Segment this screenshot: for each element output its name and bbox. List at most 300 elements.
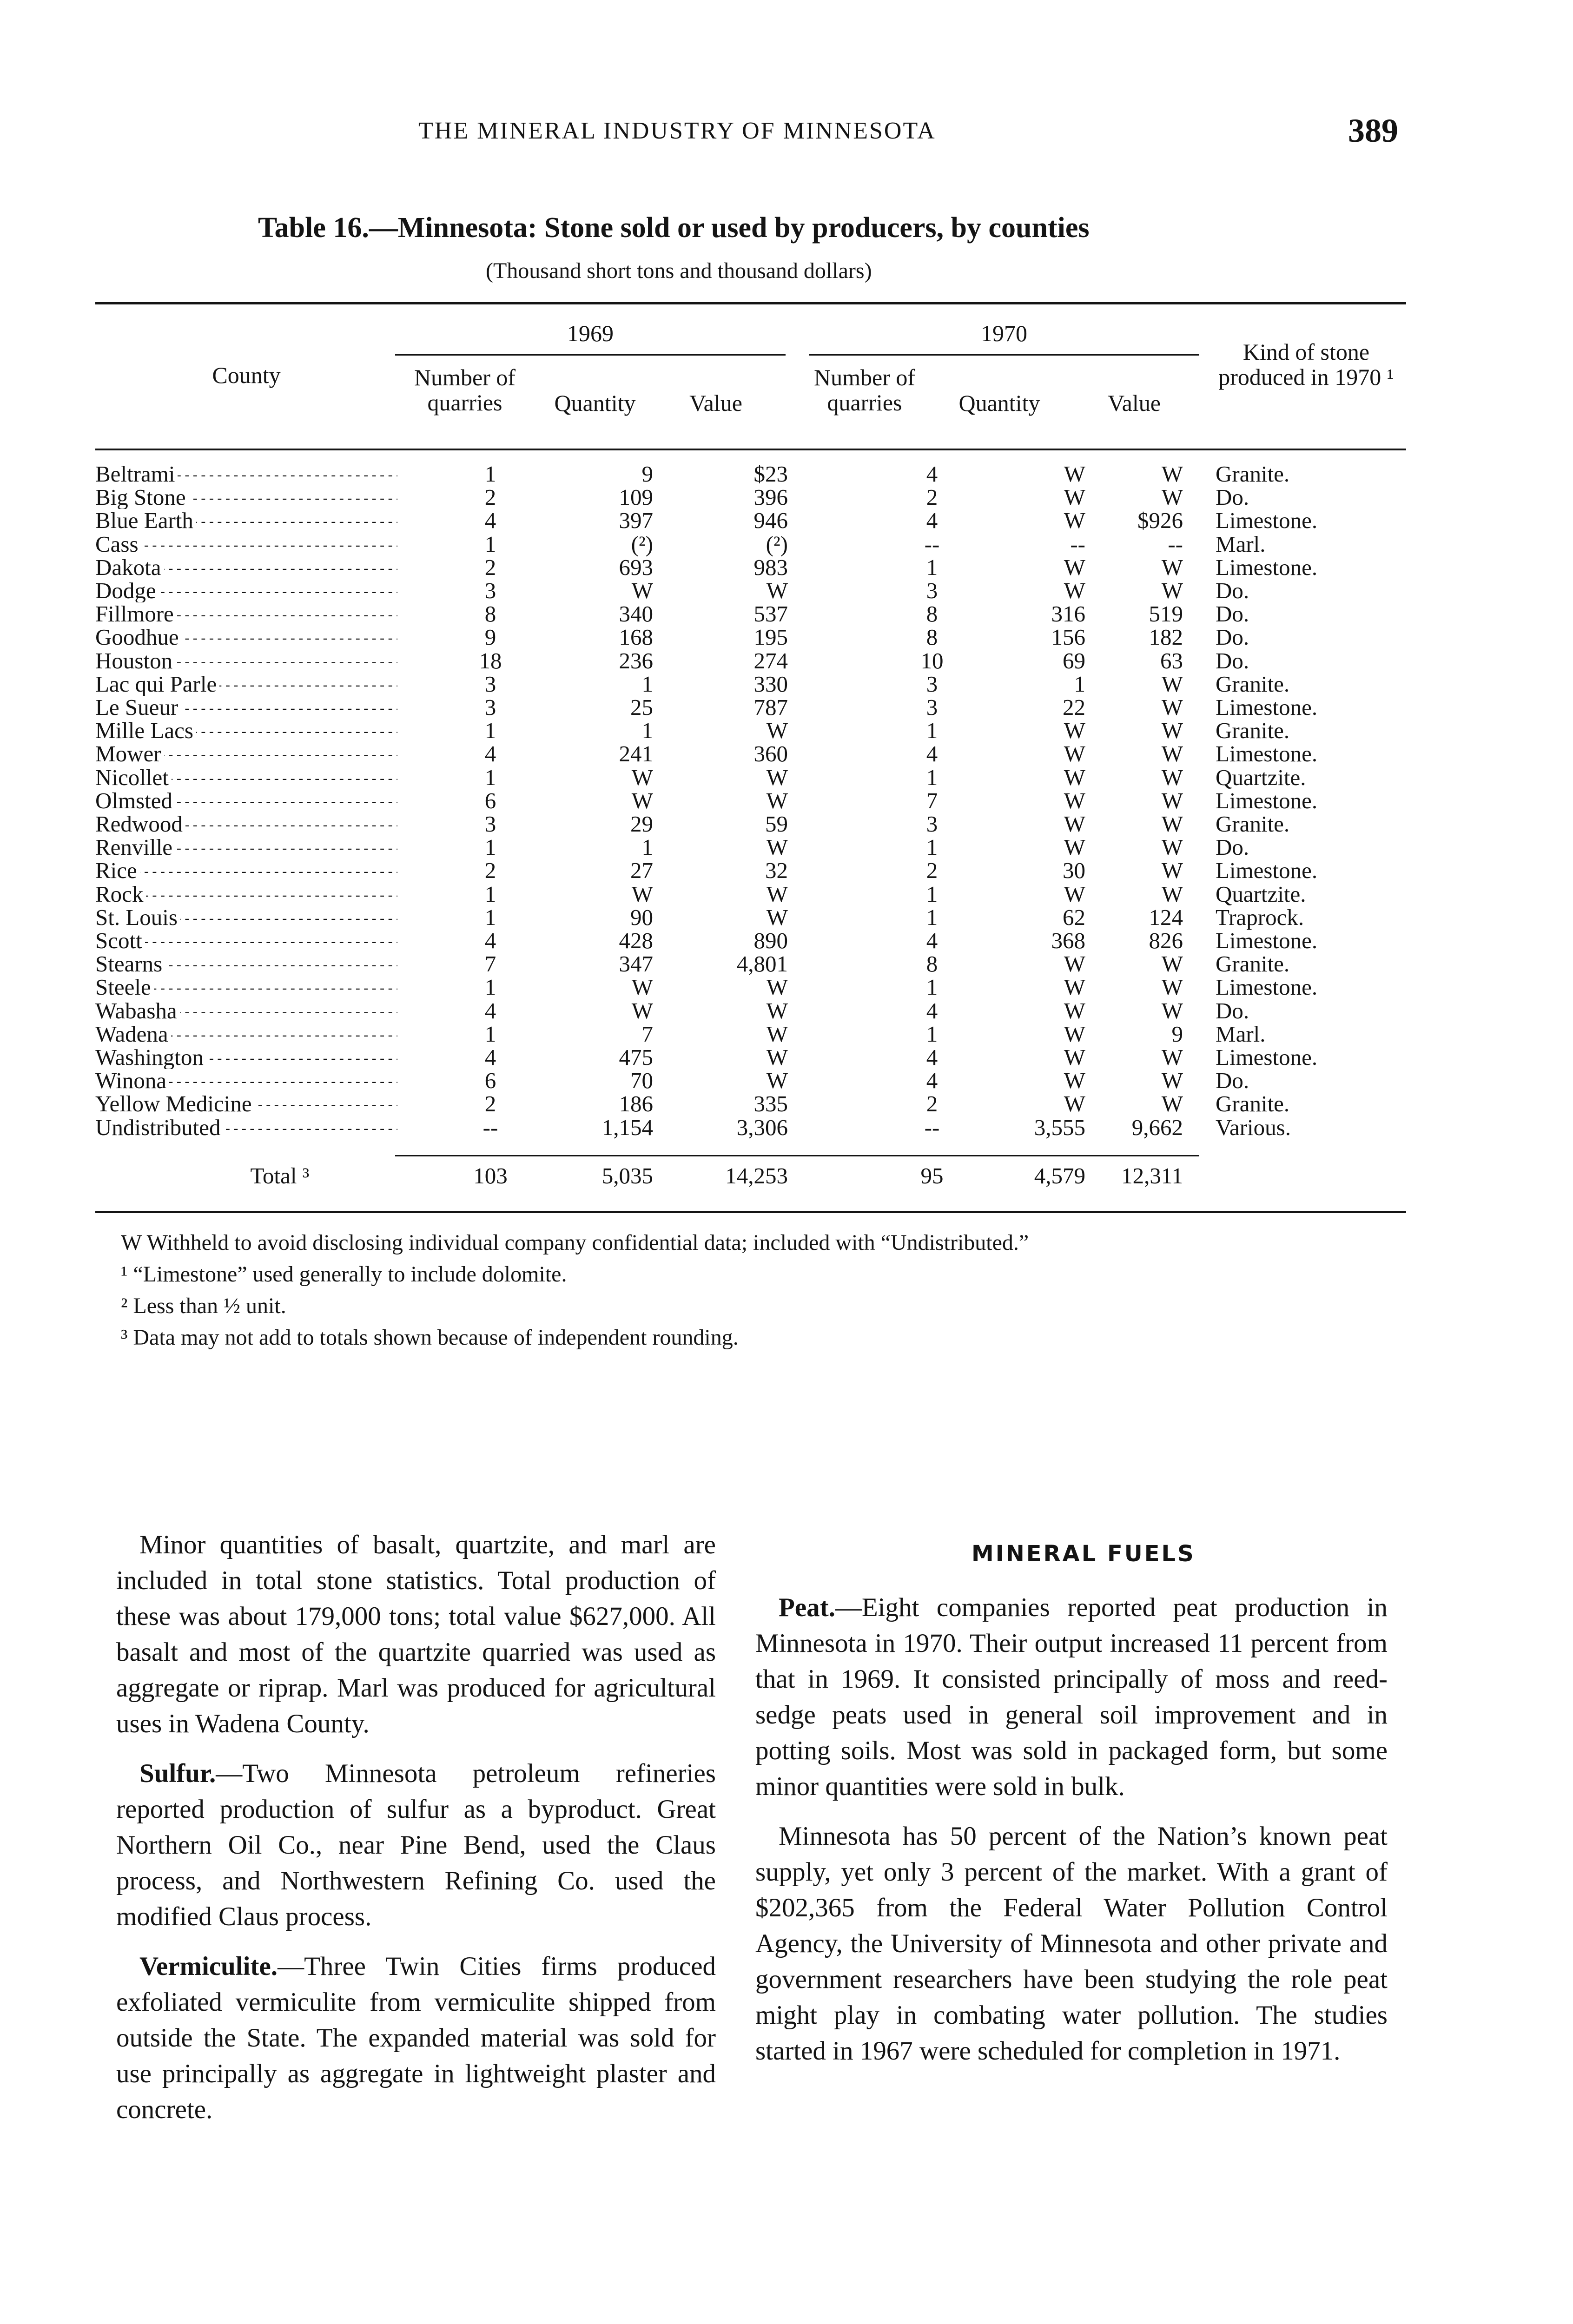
value-1970-cell: $926 [1137,508,1183,533]
table-row [95,649,1406,673]
kind-cell: Limestone. [1216,694,1318,720]
quarries-1969-cell: 6 [484,1068,496,1093]
kind-cell: Granite. [1216,461,1290,487]
kind-cell: Various. [1216,1115,1291,1140]
value-1970-cell: 63 [1160,648,1183,673]
quantity-1969-cell: W [631,998,653,1023]
value-1969-cell: 330 [753,671,788,697]
quarries-1969-cell: 4 [484,1044,496,1070]
value-1969-cell: W [766,718,788,743]
quarries-1970-cell: 1 [926,1021,938,1047]
quantity-1969-cell: W [631,765,653,790]
quantity-1970-cell: W [1064,765,1085,790]
county-cell [95,1092,397,1116]
header-kind-of-stone: Kind of stone produced in 1970 ¹ [1218,339,1394,390]
quarries-1969-cell: 1 [484,1021,496,1047]
county-label: Steele [95,976,154,999]
county-label: Yellow Medicine [95,1092,255,1116]
county-label: Total ³ [251,1164,312,1188]
value-1970-cell: W [1161,881,1183,907]
county-cell [95,859,397,882]
value-1969-cell: W [766,1068,788,1093]
value-1969-cell: 14,253 [725,1163,788,1188]
county-label: Stearns [95,952,165,976]
quantity-1969-cell: 340 [619,601,653,627]
table-row [95,486,1406,509]
kind-cell: Granite. [1216,951,1290,977]
county-cell [95,673,397,696]
kind-cell: Do. [1216,834,1249,860]
quarries-1969-cell: 3 [484,671,496,697]
kind-cell: Limestone. [1216,1044,1318,1070]
quarries-1970-cell: 10 [920,648,944,673]
header-1969: 1969 [567,320,614,346]
value-1969-cell: 946 [753,508,788,533]
quarries-1970-cell: 3 [926,811,938,837]
value-1970-cell: W [1161,1044,1183,1070]
value-1969-cell: 360 [753,741,788,766]
county-label: Winona [95,1069,169,1092]
quarries-1970-cell: 4 [926,1068,938,1093]
quarries-1970-cell: 4 [926,461,938,487]
county-cell [95,719,397,742]
value-1969-cell: 32 [765,858,788,883]
quarries-1970-cell: 1 [926,555,938,580]
kind-cell: Limestone. [1216,974,1318,1000]
quarries-1969-cell: 7 [484,951,496,977]
value-1970-cell: W [1161,811,1183,837]
value-1969-cell: 59 [765,811,788,837]
county-cell [95,462,397,486]
county-cell [95,766,397,789]
county-cell [95,999,397,1023]
county-label: Houston [95,649,175,673]
quarries-1969-cell: 103 [473,1163,508,1188]
county-label: Blue Earth [95,509,196,532]
quarries-1970-cell: 8 [926,951,938,977]
table-row [95,952,1406,976]
quantity-1969-cell: 241 [619,741,653,766]
quantity-1969-cell: 70 [630,1068,653,1093]
value-1970-cell: W [1161,951,1183,977]
quarries-1969-cell: 4 [484,998,496,1023]
table-row [95,766,1406,789]
footnote-2: ² Less than ½ unit. [121,1294,286,1318]
value-1969-cell: 890 [753,928,788,953]
table-subtitle: (Thousand short tons and thousand dollars) [486,258,872,283]
table-row [95,533,1406,556]
quantity-1969-cell: 1 [641,834,653,860]
table-top-rule [95,302,1406,304]
quantity-1969-cell: 1,154 [601,1115,653,1140]
county-label: Big Stone [95,486,189,509]
quarries-1969-cell: 2 [484,858,496,883]
table-row [95,859,1406,882]
quarries-1969-cell: 1 [484,461,496,487]
quarries-1970-cell: 3 [926,578,938,603]
quantity-1970-cell: W [1064,1068,1085,1093]
quantity-1969-cell: 5,035 [601,1163,653,1188]
quarries-1969-cell: 1 [484,974,496,1000]
quantity-1969-cell: 168 [619,624,653,650]
value-1970-cell: W [1161,858,1183,883]
header-1970: 1970 [981,320,1027,346]
county-cell [95,649,397,673]
quantity-1970-cell: W [1064,1091,1085,1116]
quantity-1970-cell: 1 [1074,671,1085,697]
county-label: Mower [95,742,164,766]
heading-sulfur: Sulfur. [139,1759,216,1788]
quarries-1970-cell: 4 [926,1044,938,1070]
table-title: Table 16.—Minnesota: Stone sold or used by producers, by counties [258,212,1090,244]
table-row [95,999,1406,1023]
kind-cell: Limestone. [1216,788,1318,813]
county-label: Beltrami [95,462,178,486]
quantity-1969-cell: 27 [630,858,653,883]
quantity-1969-cell: 25 [630,694,653,720]
county-cell [95,836,397,859]
kind-cell: Limestone. [1216,741,1318,766]
county-label: Nicollet [95,766,172,789]
quarries-1970-cell: 2 [926,858,938,883]
county-cell [95,626,397,649]
county-label: Fillmore [95,602,177,626]
county-cell [95,742,397,766]
kind-cell: Do. [1216,484,1249,510]
quarries-1969-cell: 3 [484,578,496,603]
county-label: Washington [95,1046,206,1069]
quarries-1969-cell: 1 [484,905,496,930]
text-vermiculite: —Three Twin Cities firms produced exfoliated vermiculite from vermiculite shipped from outside the State. The expanded material was sold for use principally as aggregate in lightweight plaster and concrete. [116,1952,716,2124]
county-cell [95,976,397,999]
table-row [95,929,1406,952]
quantity-1970-cell: 4,579 [1034,1163,1085,1188]
county-cell [95,533,397,556]
quarries-1970-cell: 3 [926,694,938,720]
quantity-1969-cell: 347 [619,951,653,977]
quarries-1970-cell: 1 [926,905,938,930]
quantity-1970-cell: W [1064,718,1085,743]
table-row [95,906,1406,929]
quantity-1969-cell: 475 [619,1044,653,1070]
quarries-1969-cell: 1 [484,531,496,557]
quantity-1970-cell: 316 [1051,601,1085,627]
county-cell [95,509,397,532]
table-row [95,742,1406,766]
kind-cell: Marl. [1216,531,1266,557]
county-label: Rock [95,883,146,906]
paragraph-stone-minor: Minor quantities of basalt, quartzite, and marl are included in total stone statistics. Total production of these was about 179,000 tons; total value $627,000. All basalt and most of the quartzite quarried was used as aggregate or riprap. Marl was produced for agricultural uses in Wadena County. [116,1530,716,1738]
county-label: Dodge [95,579,159,602]
quarries-1970-cell: 1 [926,974,938,1000]
county-label: Dakota [95,556,164,579]
value-1970-cell: W [1161,998,1183,1023]
value-1969-cell: W [766,1044,788,1070]
quantity-1970-cell: 62 [1063,905,1085,930]
quantity-1970-cell: 156 [1051,624,1085,650]
quarries-1969-cell: 2 [484,555,496,580]
quantity-1969-cell: 1 [641,671,653,697]
quarries-1970-cell: 4 [926,508,938,533]
county-label: Redwood [95,812,185,836]
quarries-1970-cell: 2 [926,484,938,510]
quarries-1969-cell: 18 [479,648,502,673]
heading-peat: Peat. [779,1593,835,1622]
quarries-1970-cell: 95 [920,1163,944,1188]
table-row [95,579,1406,602]
kind-cell: Granite. [1216,811,1290,837]
quantity-1970-cell: W [1064,974,1085,1000]
value-1970-cell: W [1161,578,1183,603]
header-value-1970: Value [1108,390,1161,416]
kind-cell: Granite. [1216,718,1290,743]
quarries-1969-cell: 2 [484,484,496,510]
quarries-1969-cell: 3 [484,694,496,720]
quantity-1970-cell: 30 [1063,858,1085,883]
kind-cell: Do. [1216,998,1249,1023]
county-label: Lac qui Parle [95,673,219,696]
quarries-1969-cell: 9 [484,624,496,650]
value-1970-cell: W [1161,834,1183,860]
quantity-1970-cell: W [1064,834,1085,860]
quantity-1969-cell: 1 [641,718,653,743]
header-number-of-quarries-1970: Number of quarries [814,364,915,416]
value-1970-cell: 9,662 [1131,1115,1183,1140]
value-1969-cell: (²) [766,531,788,557]
table-row [95,556,1406,579]
kind-cell: Quartzite. [1216,881,1306,907]
quantity-1970-cell: W [1064,998,1085,1023]
table-row [95,462,1406,486]
value-1969-cell: 787 [753,694,788,720]
right-column [755,1590,1388,2083]
value-1970-cell: W [1161,694,1183,720]
quarries-1969-cell: 1 [484,881,496,907]
kind-cell: Do. [1216,1068,1249,1093]
quarries-1970-cell: 8 [926,624,938,650]
value-1970-cell: 124 [1149,905,1183,930]
quarries-1970-cell: 4 [926,928,938,953]
quantity-1969-cell: 7 [641,1021,653,1047]
quarries-1969-cell: 4 [484,928,496,953]
quantity-1969-cell: 693 [619,555,653,580]
quantity-1969-cell: 186 [619,1091,653,1116]
quantity-1970-cell: W [1064,484,1085,510]
county-cell [95,579,397,602]
header-bottom-rule [95,449,1406,450]
header-quantity-1969: Quantity [554,390,636,416]
kind-cell: Quartzite. [1216,765,1306,790]
kind-cell: Do. [1216,601,1249,627]
value-1970-cell: W [1161,765,1183,790]
quantity-1970-cell: W [1064,1021,1085,1047]
quantity-1970-cell: W [1064,741,1085,766]
footnote-1: ¹ “Limestone” used generally to include dolomite. [121,1262,567,1287]
quantity-1970-cell: W [1064,788,1085,813]
county-cell [95,789,397,812]
value-1970-cell: W [1161,1068,1183,1093]
value-1970-cell: W [1161,974,1183,1000]
table-row [95,1092,1406,1116]
header-county: County [212,362,281,388]
table-row [95,1023,1406,1046]
kind-cell: Limestone. [1216,858,1318,883]
value-1969-cell: 983 [753,555,788,580]
value-1970-cell: 519 [1149,601,1183,627]
quarries-1969-cell: 8 [484,601,496,627]
quarries-1970-cell: 1 [926,765,938,790]
quarries-1970-cell: 1 [926,881,938,907]
value-1970-cell: 9 [1171,1021,1183,1047]
value-1969-cell: W [766,834,788,860]
quarries-1970-cell: 2 [926,1091,938,1116]
quantity-1970-cell: W [1064,881,1085,907]
quarries-1969-cell: 4 [484,741,496,766]
value-1970-cell: 826 [1149,928,1183,953]
quantity-1970-cell: 368 [1051,928,1085,953]
quarries-1969-cell: -- [482,1115,498,1140]
quantity-1969-cell: W [631,788,653,813]
kind-cell: Granite. [1216,1091,1290,1116]
table-row [95,673,1406,696]
value-1969-cell: 3,306 [736,1115,788,1140]
value-1970-cell: W [1161,555,1183,580]
heading-vermiculite: Vermiculite. [139,1952,278,1981]
kind-cell: Limestone. [1216,508,1318,533]
quarries-1970-cell: 3 [926,671,938,697]
quantity-1970-cell: 69 [1063,648,1085,673]
value-1970-cell: W [1161,741,1183,766]
quantity-1970-cell: W [1064,1044,1085,1070]
footnote-withheld: W Withheld to avoid disclosing individual company confidential data; included with “Undistributed.” [121,1230,1029,1255]
quantity-1970-cell: W [1064,578,1085,603]
quantity-1970-cell: W [1064,461,1085,487]
quarries-1969-cell: 3 [484,811,496,837]
paragraph-vermiculite [116,1948,716,2127]
county-label: Mille Lacs [95,719,196,742]
value-1969-cell: W [766,998,788,1023]
county-label: Le Sueur [95,696,181,719]
county-cell [95,1116,397,1139]
county-label: Undistributed [95,1116,223,1139]
quantity-1969-cell: 29 [630,811,653,837]
value-1970-cell: W [1161,461,1183,487]
quantity-1969-cell: W [631,974,653,1000]
value-1969-cell: W [766,881,788,907]
header-quantity-1970: Quantity [958,390,1040,416]
value-1969-cell: 4,801 [736,951,788,977]
quantity-1969-cell: (²) [631,531,653,557]
table-row [95,509,1406,532]
county-label: Wabasha [95,999,180,1023]
county-cell [95,812,397,836]
county-cell [95,906,397,929]
value-1969-cell: W [766,788,788,813]
value-1969-cell: 195 [753,624,788,650]
paragraph-sulfur [116,1756,716,1934]
value-1969-cell: 537 [753,601,788,627]
table-row [95,719,1406,742]
quarries-1969-cell: 1 [484,718,496,743]
total-rule [395,1155,1199,1156]
quantity-1969-cell: W [631,881,653,907]
county-cell [95,1046,397,1069]
value-1969-cell: 396 [753,484,788,510]
table-row [95,883,1406,906]
county-cell [95,1023,397,1046]
quantity-1969-cell: W [631,578,653,603]
table-row [95,1116,1406,1139]
county-cell [95,602,397,626]
quantity-1969-cell: 109 [619,484,653,510]
quarries-1969-cell: 6 [484,788,496,813]
county-cell [95,696,397,719]
quarries-1969-cell: 1 [484,765,496,790]
rule-1969 [395,354,786,356]
text-peat: —Eight companies reported peat production in Minnesota in 1970. Their output increased 11 percent from that in 1969. It consisted principally of moss and reed-sedge peats used in general soil improvement and in potting soils. Most was sold in packaged form, but some minor quantities were sold in bulk. [755,1593,1388,1801]
paragraph-peat [755,1590,1388,1804]
value-1970-cell: W [1161,788,1183,813]
value-1970-cell: W [1161,1091,1183,1116]
footnote-3: ³ Data may not add to totals shown because of independent rounding. [121,1325,739,1350]
county-cell [95,952,397,976]
value-1969-cell: W [766,578,788,603]
quarries-1970-cell: 8 [926,601,938,627]
section-heading-mineral-fuels: MINERAL FUELS [972,1541,1196,1567]
quantity-1970-cell: W [1064,811,1085,837]
county-label: Rice [95,859,140,882]
quarries-1970-cell: -- [924,1115,940,1140]
table-row [95,1069,1406,1092]
table-row [95,789,1406,812]
value-1969-cell: $23 [753,461,788,487]
quarries-1969-cell: 4 [484,508,496,533]
running-head: THE MINERAL INDUSTRY OF MINNESOTA [418,118,936,144]
county-cell [95,486,397,509]
quantity-1970-cell: W [1064,555,1085,580]
value-1969-cell: W [766,974,788,1000]
page-number: 389 [1348,112,1398,149]
quantity-1969-cell: 90 [630,905,653,930]
footnotes [121,1227,1422,1353]
text-sulfur: —Two Minnesota petroleum refineries reported production of sulfur as a byproduct. Great Northern Oil Co., near Pine Bend, used the Claus process, and Northwestern Refining Co. used the modified Claus process. [116,1759,716,1931]
table-row [95,626,1406,649]
kind-cell: Do. [1216,578,1249,603]
quarries-1970-cell: 7 [926,788,938,813]
table-row [95,976,1406,999]
kind-cell: Limestone. [1216,555,1318,580]
county-label: Goodhue [95,626,182,649]
quantity-1970-cell: -- [1070,531,1085,557]
table-row [95,602,1406,626]
county-label: St. Louis [95,906,180,929]
value-1970-cell: 182 [1149,624,1183,650]
header-number-of-quarries-1969: Number of quarries [414,364,516,416]
kind-cell: Granite. [1216,671,1290,697]
value-1970-cell: W [1161,718,1183,743]
table-total-row [95,1164,1406,1188]
county-label: Scott [95,929,145,952]
county-label: Olmsted [95,789,175,812]
value-1970-cell: 12,311 [1121,1163,1183,1188]
kind-cell: Marl. [1216,1021,1266,1047]
quantity-1969-cell: 9 [641,461,653,487]
table-row [95,836,1406,859]
value-1970-cell: W [1161,671,1183,697]
quantity-1970-cell: W [1064,508,1085,533]
kind-cell: Traprock. [1216,905,1304,930]
quantity-1970-cell: 22 [1063,694,1085,720]
